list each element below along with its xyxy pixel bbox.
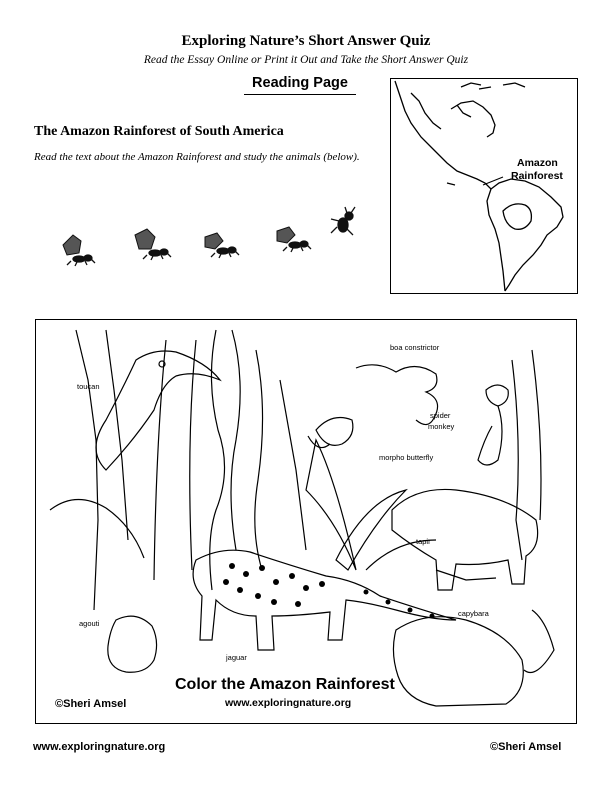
coloring-caption: Color the Amazon Rainforest (175, 676, 395, 693)
leafcutter-ants-illustration (55, 205, 365, 270)
label-morpho-butterfly: morpho butterfly (379, 453, 434, 462)
rainforest-scene-illustration (36, 320, 576, 723)
coloring-url: www.exploringnature.org (225, 697, 352, 709)
label-tapir: tapir (416, 537, 431, 546)
page-title: Exploring Nature’s Short Answer Quiz (181, 33, 431, 49)
rainforest-coloring-box (35, 319, 577, 724)
footer-url: www.exploringnature.org (33, 741, 166, 753)
section-heading: The Amazon Rainforest of South America (34, 124, 284, 139)
map-label-line2: Rainforest (511, 170, 563, 182)
label-boa-constrictor: boa constrictor (390, 343, 440, 352)
label-jaguar: jaguar (226, 653, 247, 662)
section-instructions: Read the text about the Amazon Rainforest and study the animals (below). (34, 151, 360, 163)
label-spider-monkey-line2: monkey (428, 422, 455, 431)
label-capybara: capybara (458, 609, 489, 618)
map-label-line1: Amazon (517, 157, 558, 169)
label-agouti: agouti (79, 619, 100, 628)
reading-page-label: Reading Page (244, 72, 356, 95)
page-subtitle: Read the Essay Online or Print it Out and Take the Short Answer Quiz (143, 54, 469, 66)
coloring-copyright: ©Sheri Amsel (55, 698, 127, 710)
label-toucan: toucan (77, 382, 100, 391)
map-outline (391, 79, 577, 293)
south-america-map (390, 78, 578, 294)
label-spider-monkey-line1: spider (430, 411, 451, 420)
footer-copyright: ©Sheri Amsel (490, 741, 562, 753)
